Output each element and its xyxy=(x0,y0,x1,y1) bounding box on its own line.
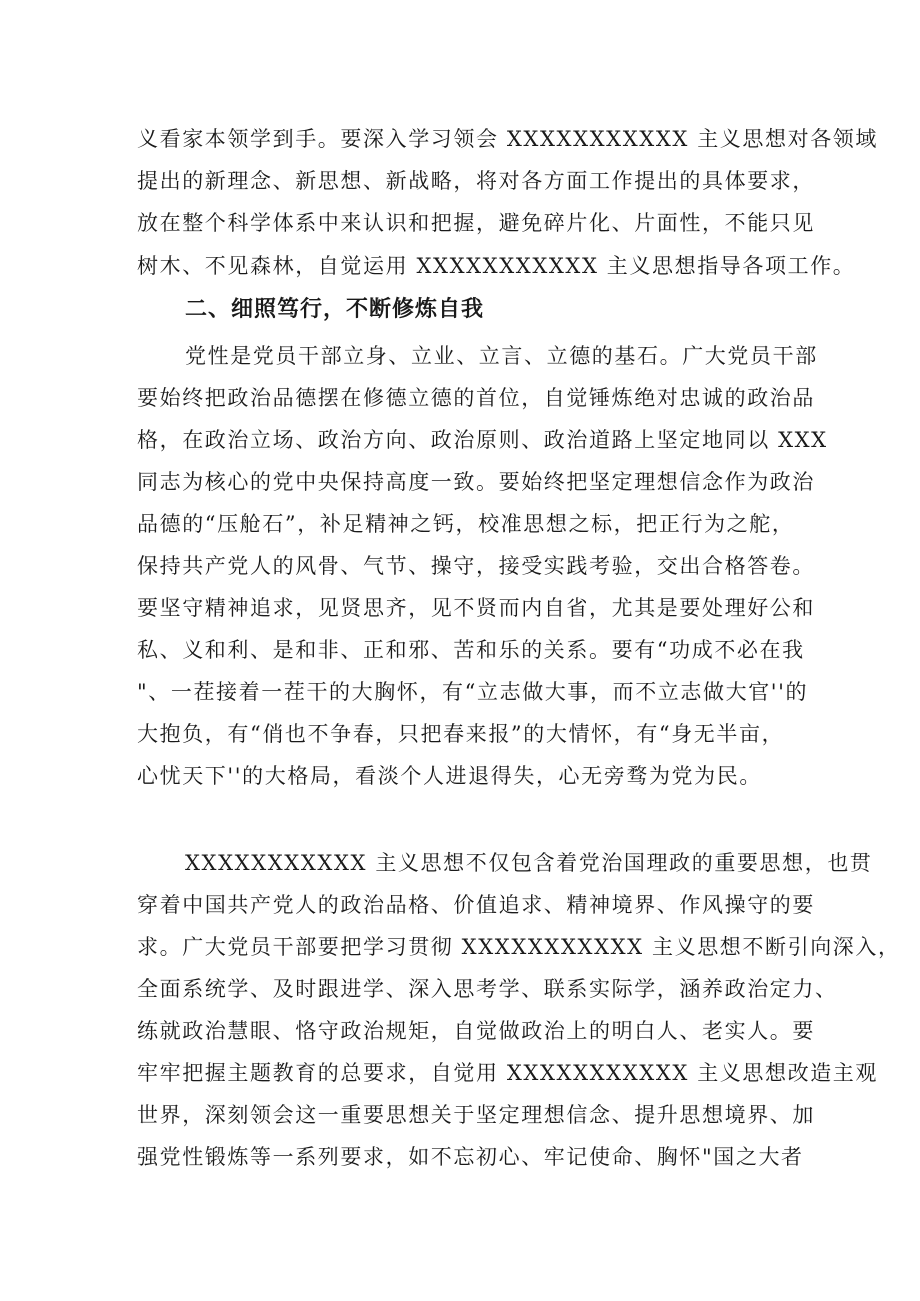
paragraph-line: "、一茬接着一茬干的大胸怀，有“立志做大事，而不立志做大官''的 xyxy=(137,680,809,704)
paragraph-line: 义看家本领学到手。要深入学习领会 XXXXXXXXXXX 主义思想对各领域 xyxy=(137,127,879,151)
paragraph-line: 牢牢把握主题教育的总要求，自觉用 XXXXXXXXXXX 主义思想改造主观 xyxy=(137,1061,879,1085)
paragraph-line: 私、义和利、是和非、正和邪、苦和乐的关系。要有“功成不必在我 xyxy=(137,638,805,662)
paragraph-line: 放在整个科学体系中来认识和把握，避免碎片化、片面性，不能只见 xyxy=(137,211,815,235)
paragraph-line: 全面系统学、及时跟进学、深入思考学、联系实际学，涵养政治定力、 xyxy=(137,977,838,1001)
paragraph-line: 强党性锻炼等一系列要求，如不忘初心、牢记使命、胸怀"国之大者 xyxy=(137,1145,804,1169)
section-heading: 二、细照笃行，不断修炼自我 xyxy=(185,297,485,322)
paragraph-line: 心忧天下''的大格局，看淡个人进退得失，心无旁骛为党为民。 xyxy=(137,764,762,788)
paragraph-line: 大抱负，有“俏也不争春，只把春来报”的大情怀，有“身无半亩， xyxy=(137,722,785,746)
paragraph-line: 穿着中国共产党人的政治品格、价值追求、精神境界、作风操守的要 xyxy=(137,893,815,917)
paragraph-line: XXXXXXXXXXX 主义思想不仅包含着党治国理政的重要思想，也贯 xyxy=(185,851,873,875)
paragraph-line: 求。广大党员干部要把学习贯彻 XXXXXXXXXXX 主义思想不断引向深入， xyxy=(137,935,901,959)
paragraph-line: 同志为核心的党中央保持高度一致。要始终把坚定理想信念作为政治 xyxy=(137,470,815,494)
paragraph-line: 要始终把政治品德摆在修德立德的首位，自觉锤炼绝对忠诚的政治品 xyxy=(137,386,815,410)
paragraph-line: 要坚守精神追求，见贤思齐，见不贤而内自省，尤其是要处理好公和 xyxy=(137,596,815,620)
paragraph-line: 练就政治慧眼、恪守政治规矩，自觉做政治上的明白人、老实人。要 xyxy=(137,1019,815,1043)
paragraph-line: 提出的新理念、新思想、新战略，将对各方面工作提出的具体要求， xyxy=(137,169,815,193)
paragraph-line: 品德的“压舱石”，补足精神之钙，校准思想之标，把正行为之舵， xyxy=(137,512,795,536)
paragraph-line: 格，在政治立场、政治方向、政治原则、政治道路上坚定地同以 XXX xyxy=(137,428,828,452)
paragraph-line: 树木、不见森林，自觉运用 XXXXXXXXXXX 主义思想指导各项工作。 xyxy=(137,254,856,278)
paragraph-line: 党性是党员干部立身、立业、立言、立德的基石。广大党员干部 xyxy=(185,344,818,368)
paragraph-line: 保持共产党人的风骨、气节、操守，接受实践考验，交出合格答卷。 xyxy=(137,554,815,578)
paragraph-line: 世界，深刻领会这一重要思想关于坚定理想信念、提升思想境界、加 xyxy=(137,1103,815,1127)
